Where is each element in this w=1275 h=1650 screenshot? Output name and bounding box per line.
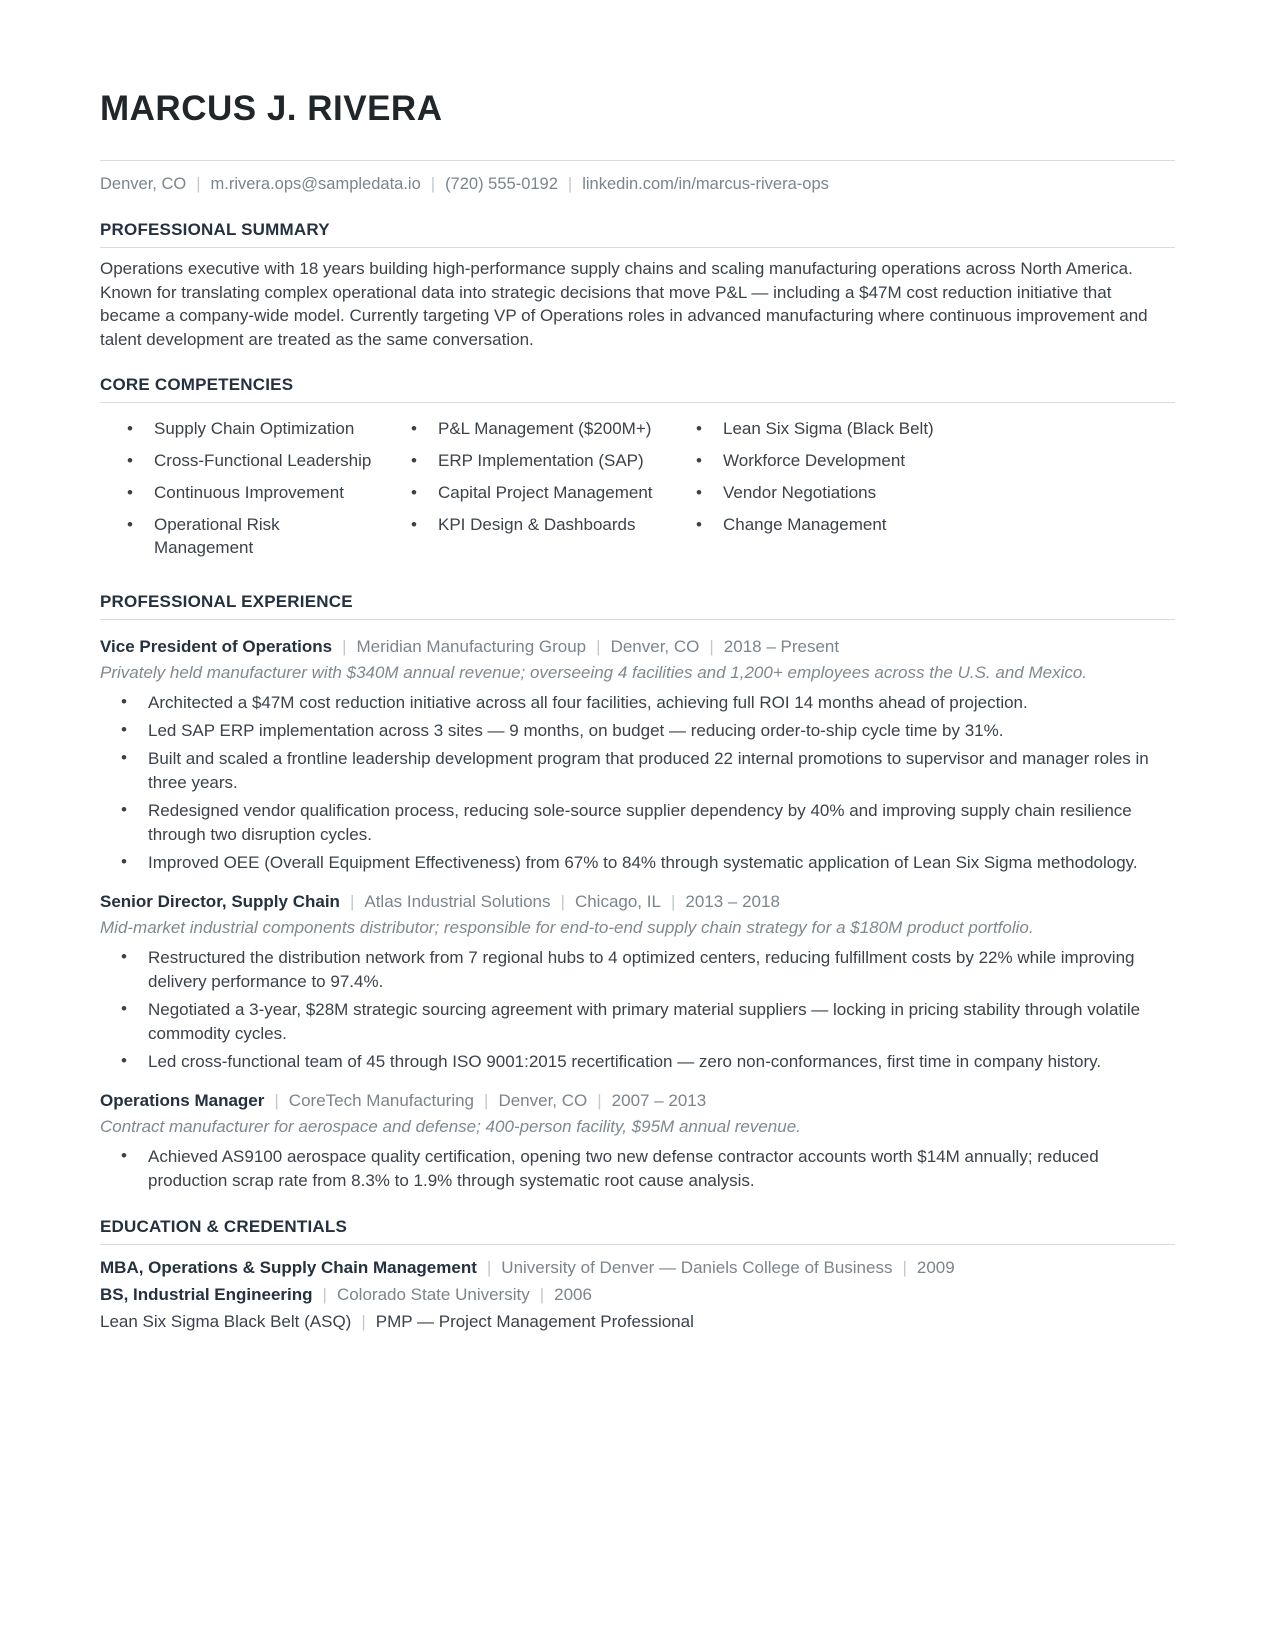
separator: | <box>274 1091 279 1110</box>
competency-item: • ERP Implementation (SAP) <box>410 449 662 472</box>
competency-column-1 <box>126 417 410 568</box>
education-mba-segment: MBA, Operations & Supply Chain Management <box>100 1258 477 1277</box>
education-list <box>100 1254 1175 1335</box>
linkedin: linkedin.com/in/marcus-rivera-ops <box>582 175 829 193</box>
competency-column-3 <box>695 417 1175 568</box>
job-entry <box>100 889 1175 1074</box>
job-bullets <box>120 946 1175 1074</box>
job-header <box>100 1088 1175 1114</box>
job-bullet: • Led SAP ERP implementation across 3 sites — 9 months, on budget — reducing order-to-ship cycle time by 31%. <box>120 719 1175 743</box>
separator: | <box>597 1091 602 1110</box>
education-bs-segment: 2006 <box>554 1285 592 1304</box>
job-subtitle: Contract manufacturer for aerospace and defense; 400-person facility, $95M annual revenue. <box>100 1117 801 1136</box>
job-title: Vice President of Operations <box>100 637 333 656</box>
person-name: MARCUS J. RIVERA <box>100 89 443 128</box>
job-dates: 2007 – 2013 <box>611 1091 707 1110</box>
separator: | <box>322 1285 327 1304</box>
competency-column-2 <box>410 417 695 568</box>
job-header <box>100 634 1175 660</box>
separator: | <box>349 892 355 911</box>
job-company: CoreTech Manufacturing <box>288 1091 475 1110</box>
job-location: Denver, CO <box>610 637 700 656</box>
job-company: Meridian Manufacturing Group <box>356 637 587 656</box>
job-list <box>100 634 1175 1193</box>
job-location: Chicago, IL <box>574 892 661 911</box>
competency-item: • Workforce Development <box>695 449 947 472</box>
phone: (720) 555-0192 <box>445 175 558 193</box>
certifications-segment: Lean Six Sigma Black Belt (ASQ) <box>100 1312 352 1331</box>
job-bullet: • Built and scaled a frontline leadership development program that produced 22 internal promotions to supervisor and manager roles in three years. <box>120 747 1175 795</box>
job-entry <box>100 1088 1175 1193</box>
certifications-segment: PMP — Project Management Professional <box>375 1312 694 1331</box>
job-location: Denver, CO <box>498 1091 588 1110</box>
competency-item: • Continuous Improvement <box>126 481 378 504</box>
job-header <box>100 889 1175 915</box>
summary-text: Operations executive with 18 years building high-performance supply chains and scaling manufacturing operations across North America. Known for translating complex operational data into strategic decisions that move P&L — including a $47M cost reduction initiative that became a company-wide model. Currently targeting VP of Operations roles in advanced manufacturing where continuous improvement and talent development are treated as the same conversation. <box>100 259 1148 349</box>
competency-item: • KPI Design & Dashboards <box>410 513 662 536</box>
competency-item: • Cross-Functional Leadership <box>126 449 378 472</box>
job-title: Senior Director, Supply Chain <box>100 892 340 911</box>
education-heading: EDUCATION & CREDENTIALS <box>100 1217 1175 1245</box>
job-subtitle: Mid-market industrial components distributor; responsible for end-to-end supply chain strategy for a $180M product portfolio. <box>100 918 1034 937</box>
job-bullet: • Achieved AS9100 aerospace quality certification, opening two new defense contractor accounts worth $14M annually; reduced production scrap rate from 8.3% to 1.9% through systematic root cause analysis. <box>120 1145 1175 1193</box>
competencies-grid <box>126 417 1175 568</box>
section-experience <box>100 592 1175 1193</box>
location: Denver, CO <box>100 175 187 193</box>
email: m.rivera.ops@sampledata.io <box>210 175 421 193</box>
competencies-heading: CORE COMPETENCIES <box>100 375 1175 403</box>
education-bs-segment: Colorado State University <box>336 1285 530 1304</box>
job-entry <box>100 634 1175 875</box>
education-mba-segment: University of Denver — Daniels College of Business <box>501 1258 893 1277</box>
section-education <box>100 1217 1175 1335</box>
job-dates: 2018 – Present <box>723 637 840 656</box>
education-bs <box>100 1281 1175 1308</box>
job-company: Atlas Industrial Solutions <box>364 892 551 911</box>
separator: | <box>430 175 436 193</box>
separator: | <box>486 1258 492 1277</box>
separator: | <box>196 175 201 193</box>
job-bullet: • Led cross-functional team of 45 through ISO 9001:2015 recertification — zero non-conformances, first time in company history. <box>120 1050 1175 1074</box>
job-title: Operations Manager <box>100 1091 265 1110</box>
job-bullets <box>120 691 1175 875</box>
job-bullet: • Restructured the distribution network from 7 regional hubs to 4 optimized centers, reducing fulfillment costs by 22% while improving delivery performance to 97.4%. <box>120 946 1175 994</box>
section-summary <box>100 220 1175 351</box>
separator: | <box>539 1285 545 1304</box>
competency-item: • P&L Management ($200M+) <box>410 417 662 440</box>
header-divider <box>100 160 1175 161</box>
job-bullet: • Improved OEE (Overall Equipment Effectiveness) from 67% to 84% through systematic application of Lean Six Sigma methodology. <box>120 851 1175 875</box>
education-mba-segment: 2009 <box>916 1258 955 1277</box>
competency-item: • Supply Chain Optimization <box>126 417 378 440</box>
competency-item: • Lean Six Sigma (Black Belt) <box>695 417 947 440</box>
job-bullet: • Redesigned vendor qualification process, reducing sole-source supplier dependency by 40% and improving supply chain resilience through two disruption cycles. <box>120 799 1175 847</box>
job-subtitle: Privately held manufacturer with $340M annual revenue; overseeing 4 facilities and 1,200+ employees across the U.S. and Mexico. <box>100 663 1088 682</box>
contact-line <box>100 172 1175 196</box>
certifications <box>100 1308 1175 1335</box>
education-mba <box>100 1254 1175 1281</box>
separator: | <box>484 1091 489 1110</box>
separator: | <box>342 637 347 656</box>
separator: | <box>361 1312 366 1331</box>
competency-item: • Vendor Negotiations <box>695 481 947 504</box>
separator: | <box>560 892 565 911</box>
job-bullets <box>120 1145 1175 1193</box>
separator: | <box>902 1258 907 1277</box>
job-bullet: • Architected a $47M cost reduction initiative across all four facilities, achieving full ROI 14 months ahead of projection. <box>120 691 1175 715</box>
separator: | <box>596 637 601 656</box>
job-dates: 2013 – 2018 <box>685 892 780 911</box>
separator: | <box>709 637 714 656</box>
separator: | <box>567 175 573 193</box>
experience-heading: PROFESSIONAL EXPERIENCE <box>100 592 1175 620</box>
competency-item: • Operational Risk Management <box>126 513 378 559</box>
separator: | <box>670 892 676 911</box>
job-bullet: • Negotiated a 3-year, $28M strategic sourcing agreement with primary material suppliers — locking in pricing stability through volatile commodity cycles. <box>120 998 1175 1046</box>
section-competencies <box>100 375 1175 568</box>
summary-heading: PROFESSIONAL SUMMARY <box>100 220 1175 248</box>
competency-item: • Change Management <box>695 513 947 536</box>
competency-item: • Capital Project Management <box>410 481 662 504</box>
education-bs-segment: BS, Industrial Engineering <box>100 1285 313 1304</box>
